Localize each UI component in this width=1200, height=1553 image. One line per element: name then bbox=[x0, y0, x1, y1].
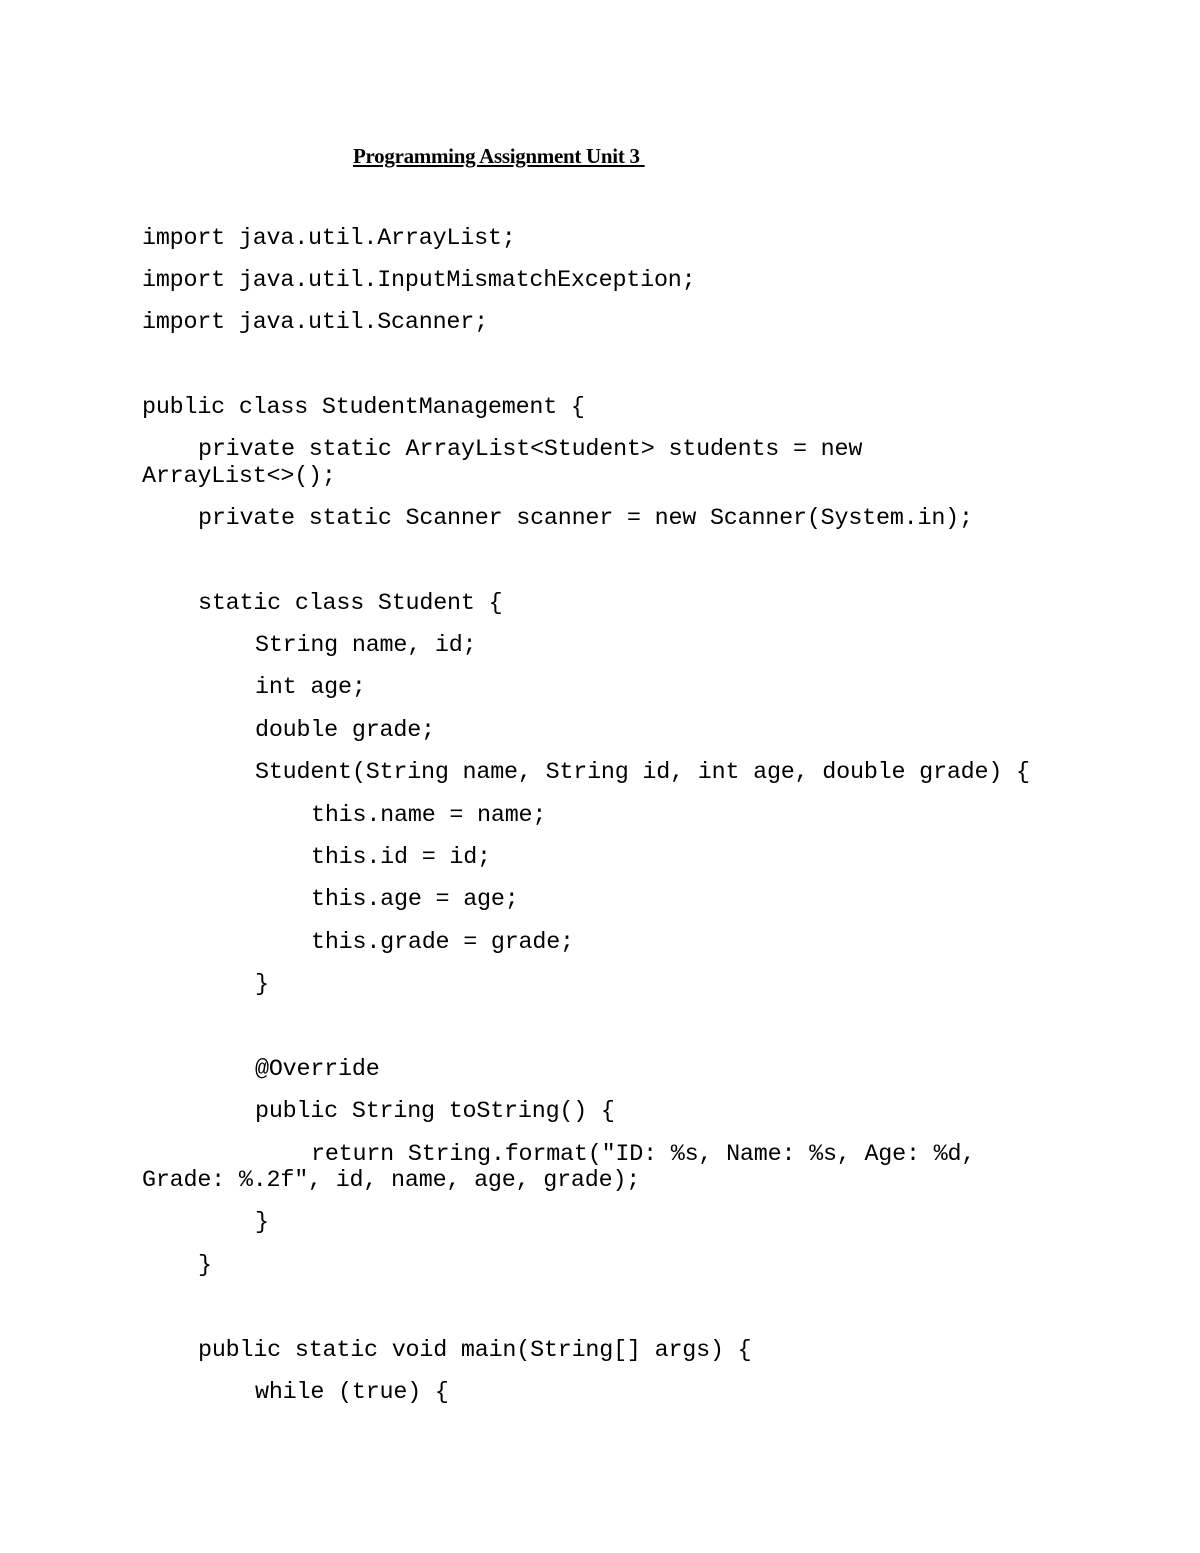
code-line-return-wrap: Grade: %.2f", id, name, age, grade); bbox=[142, 1168, 641, 1194]
code-line-students-field-wrap: ArrayList<>(); bbox=[142, 464, 336, 490]
code-line-assign-name: this.name = name; bbox=[311, 803, 547, 829]
code-line-override-annotation: @Override bbox=[255, 1057, 380, 1083]
code-line-assign-grade: this.grade = grade; bbox=[311, 930, 574, 956]
code-line-students-field: private static ArrayList<Student> students = new bbox=[198, 437, 863, 463]
code-line-while-decl: while (true) { bbox=[255, 1380, 449, 1406]
code-line-student-class-decl: static class Student { bbox=[198, 591, 503, 617]
code-line-field-grade: double grade; bbox=[255, 718, 435, 744]
code-line-field-name-id: String name, id; bbox=[255, 633, 477, 659]
code-line-assign-age: this.age = age; bbox=[311, 887, 519, 913]
code-line-constructor-decl: Student(String name, String id, int age, double grade) { bbox=[255, 760, 1030, 786]
code-line-import-scanner: import java.util.Scanner; bbox=[142, 310, 488, 336]
page-title: Programming Assignment Unit 3 bbox=[353, 144, 645, 168]
code-line-student-class-close: } bbox=[198, 1253, 212, 1279]
code-line-assign-id: this.id = id; bbox=[311, 845, 491, 871]
code-line-import-arraylist: import java.util.ArrayList; bbox=[142, 226, 516, 252]
code-line-field-age: int age; bbox=[255, 675, 366, 701]
code-line-main-decl: public static void main(String[] args) { bbox=[198, 1338, 752, 1364]
code-line-constructor-close: } bbox=[255, 972, 269, 998]
code-line-tostring-close: } bbox=[255, 1210, 269, 1236]
code-line-import-inputmismatch: import java.util.InputMismatchException; bbox=[142, 268, 696, 294]
code-line-class-decl: public class StudentManagement { bbox=[142, 395, 585, 421]
code-line-tostring-decl: public String toString() { bbox=[255, 1099, 615, 1125]
code-line-return: return String.format("ID: %s, Name: %s, Age: %d, bbox=[311, 1142, 976, 1168]
code-line-scanner-field: private static Scanner scanner = new Scanner(System.in); bbox=[198, 506, 973, 532]
